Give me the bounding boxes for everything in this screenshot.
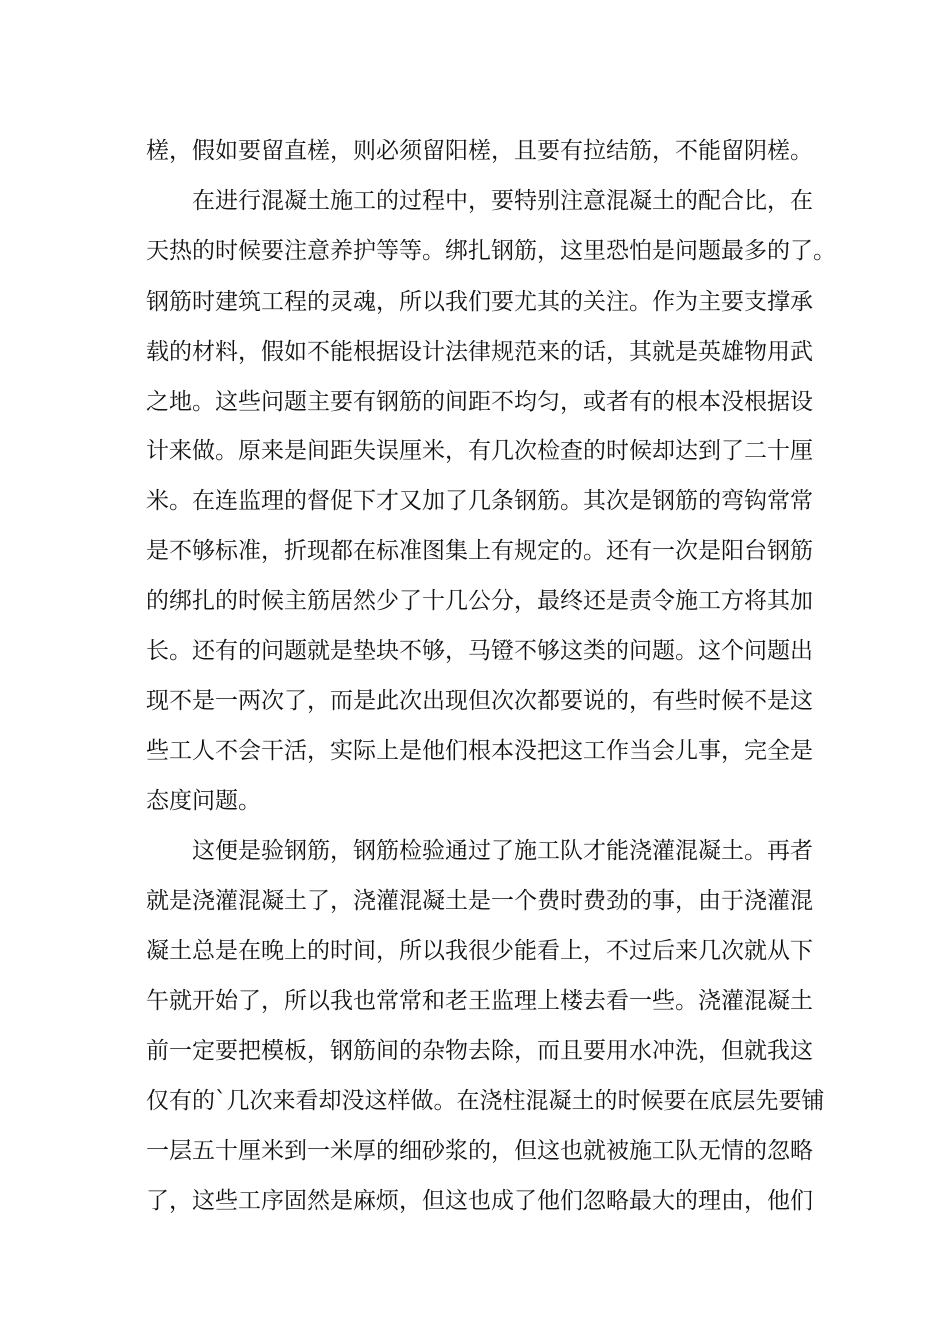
paragraph-line: 载的材料，假如不能根据设计法律规范来的话，其就是英雄物用武 [146, 339, 813, 365]
paragraph-line: 前一定要把模板，钢筋间的杂物去除，而且要用水冲洗，但就我这 [146, 1038, 813, 1064]
paragraph-line: 现不是一两次了，而是此次出现但次次都要说的，有些时候不是这 [146, 688, 813, 714]
paragraph-line: 天热的时候要注意养护等等。绑扎钢筋，这里恐怕是问题最多的了。 [146, 238, 836, 264]
paragraph-line: 槎，假如要留直槎，则必须留阳槎，且要有拉结筋，不能留阴槎。 [146, 138, 813, 164]
paragraph-line: 些工人不会干活，实际上是他们根本没把这工作当会儿事，完全是 [146, 738, 813, 764]
paragraph-line: 之地。这些问题主要有钢筋的间距不均匀，或者有的根本没根据设 [146, 389, 813, 415]
paragraph-line: 了，这些工序固然是麻烦，但这也成了他们忽略最大的理由，他们 [146, 1188, 813, 1214]
paragraph-line: 凝土总是在晚上的时间，所以我很少能看上，不过后来几次就从下 [146, 938, 813, 964]
paragraph-line: 态度问题。 [146, 788, 261, 814]
paragraph-line: 长。还有的问题就是垫块不够，马镫不够这类的问题。这个问题出 [146, 638, 813, 664]
paragraph-line: 仅有的`几次来看却没这样做。在浇柱混凝土的时候要在底层先要铺 [146, 1088, 825, 1114]
paragraph-line: 米。在连监理的督促下才又加了几条钢筋。其次是钢筋的弯钩常常 [146, 488, 813, 514]
paragraph-line: 这便是验钢筋，钢筋检验通过了施工队才能浇灌混凝土。再者 [192, 838, 813, 864]
paragraph-line: 就是浇灌混凝土了，浇灌混凝土是一个费时费劲的事，由于浇灌混 [146, 888, 813, 914]
paragraph-line: 计来做。原来是间距失误厘米，有几次检查的时候却达到了二十厘 [146, 438, 813, 464]
paragraph-line: 的绑扎的时候主筋居然少了十几公分，最终还是责令施工方将其加 [146, 588, 813, 614]
paragraph-line: 钢筋时建筑工程的灵魂，所以我们要尤其的关注。作为主要支撑承 [146, 289, 813, 315]
paragraph-line: 午就开始了，所以我也常常和老王监理上楼去看一些。浇灌混凝土 [146, 988, 813, 1014]
paragraph-line: 在进行混凝土施工的过程中，要特别注意混凝土的配合比，在 [192, 188, 813, 214]
paragraph-line: 一层五十厘米到一米厚的细砂浆的，但这也就被施工队无情的忽略 [146, 1138, 813, 1164]
paragraph-line: 是不够标准，折现都在标准图集上有规定的。还有一次是阳台钢筋 [146, 538, 813, 564]
